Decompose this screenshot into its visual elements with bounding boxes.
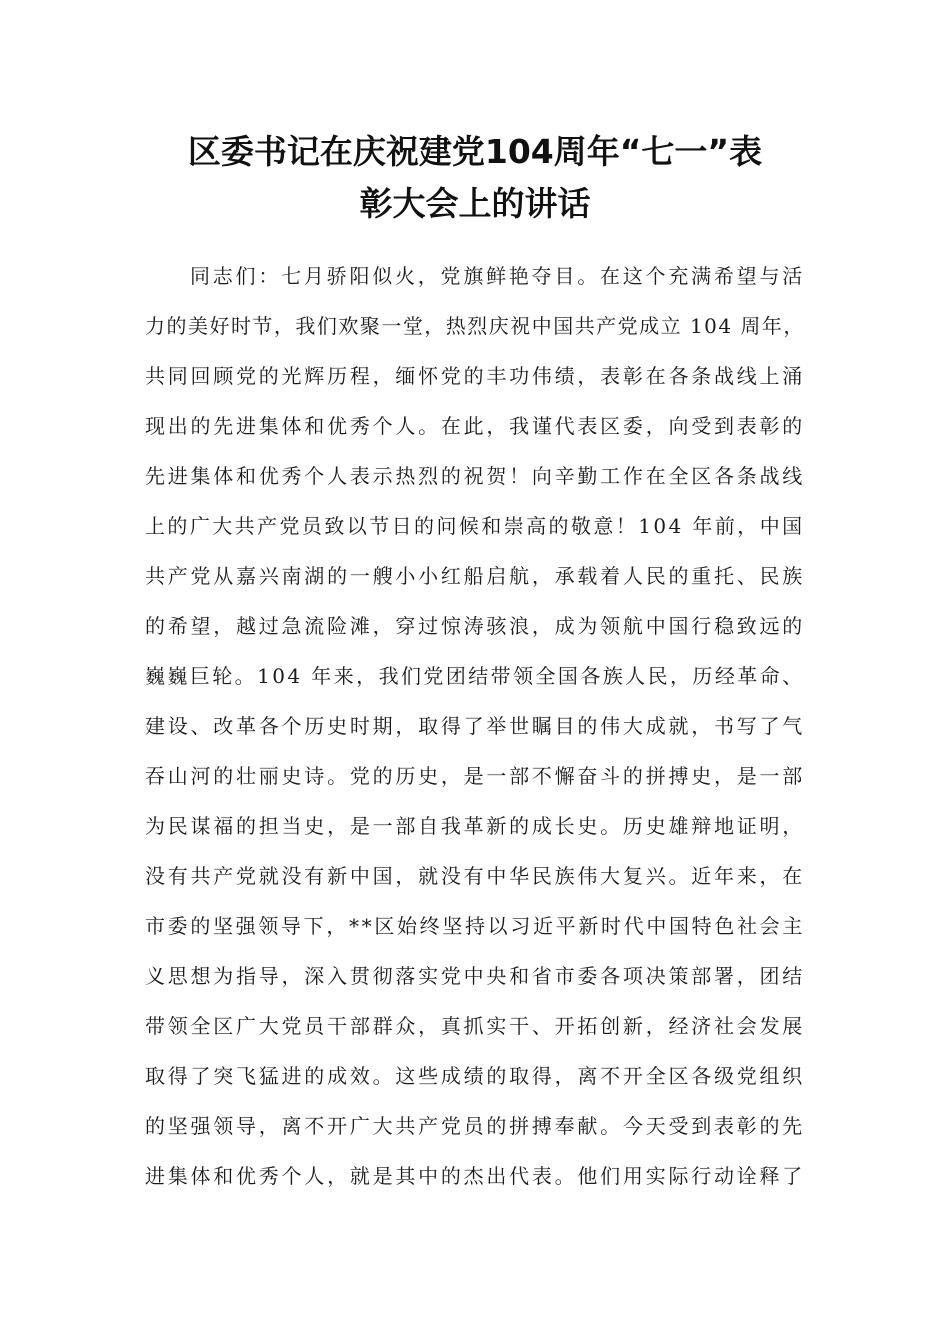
paragraph-line-3: 共同回顾党的光辉历程，缅怀党的丰功伟绩，表彰在各条战线上涌 [145, 364, 805, 388]
paragraph-line-18: 的坚强领导，离不开广大共产党员的拼搏奉献。今天受到表彰的先 [145, 1114, 805, 1138]
paragraph-line-5: 先进集体和优秀个人表示热烈的祝贺！向辛勤工作在全区各条战线 [145, 464, 805, 488]
paragraph-line-14: 市委的坚强领导下，**区始终坚持以习近平新时代中国特色社会主 [145, 914, 805, 938]
paragraph-line-4: 现出的先进集体和优秀个人。在此，我谨代表区委，向受到表彰的 [145, 414, 805, 438]
paragraph-line-19: 进集体和优秀个人，就是其中的杰出代表。他们用实际行动诠释了 [145, 1164, 805, 1188]
paragraph-line-8: 的希望，越过急流险滩，穿过惊涛骇浪，成为领航中国行稳致远的 [145, 614, 805, 638]
paragraph-line-15: 义思想为指导，深入贯彻落实党中央和省市委各项决策部署，团结 [145, 964, 805, 988]
paragraph-line-10: 建设、改革各个历史时期，取得了举世瞩目的伟大成就，书写了气 [145, 714, 805, 738]
paragraph-line-6: 上的广大共产党员致以节日的问候和崇高的敬意！104 年前，中国 [145, 514, 805, 538]
paragraph-line-16: 带领全区广大党员干部群众，真抓实干、开拓创新，经济社会发展 [145, 1014, 805, 1038]
document-title-line-1: 区委书记在庆祝建党104周年“七一”表 [187, 132, 763, 171]
paragraph-line-17: 取得了突飞猛进的成效。这些成绩的取得，离不开全区各级党组织 [145, 1064, 805, 1088]
document-title-line-2: 彰大会上的讲话 [359, 184, 591, 223]
paragraph-line-1: 同志们：七月骄阳似火，党旗鲜艳夺目。在这个充满希望与活 [190, 264, 805, 288]
paragraph-line-11: 吞山河的壮丽史诗。党的历史，是一部不懈奋斗的拼搏史，是一部 [145, 764, 805, 788]
paragraph-line-12: 为民谋福的担当史，是一部自我革新的成长史。历史雄辩地证明， [145, 814, 805, 838]
paragraph-line-2: 力的美好时节，我们欢聚一堂，热烈庆祝中国共产党成立 104 周年， [145, 314, 805, 338]
paragraph-line-9: 巍巍巨轮。104 年来，我们党团结带领全国各族人民，历经革命、 [145, 664, 805, 688]
paragraph-line-13: 没有共产党就没有新中国，就没有中华民族伟大复兴。近年来，在 [145, 864, 805, 888]
paragraph-line-7: 共产党从嘉兴南湖的一艘小小红船启航，承载着人民的重托、民族 [145, 564, 805, 588]
